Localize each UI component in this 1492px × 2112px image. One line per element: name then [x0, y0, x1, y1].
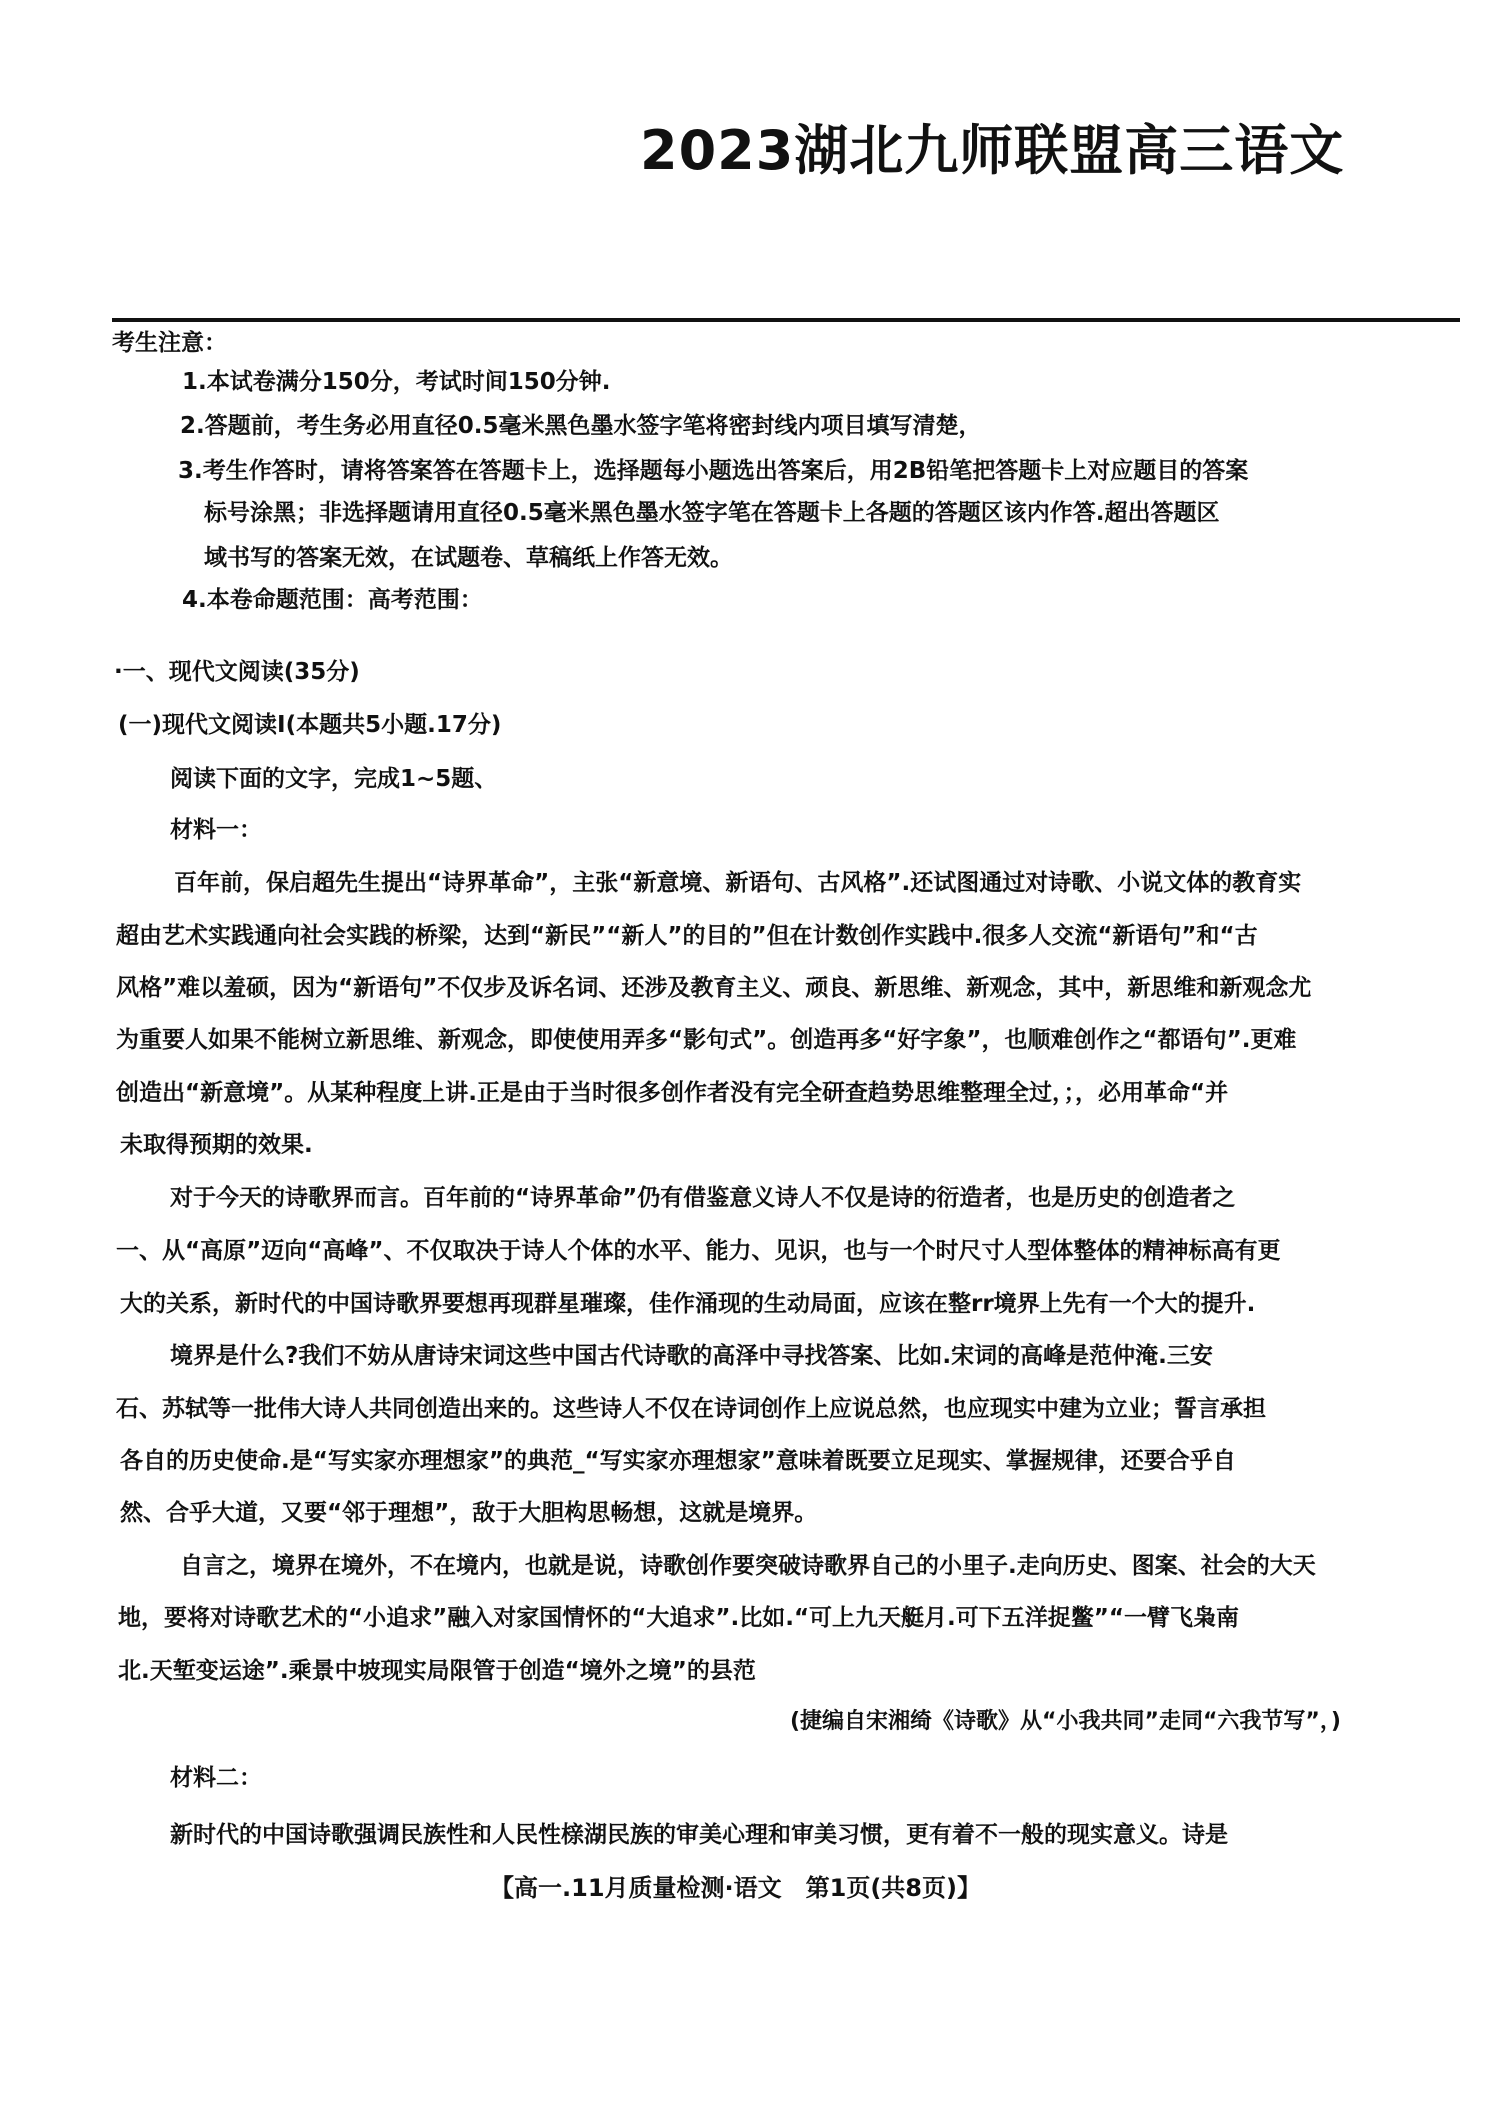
section-heading: ·一、现代文阅读(35分) — [114, 659, 360, 685]
paragraph-line: 百年前，保启超先生提出“诗界革命”，主张“新意境、新语句、古风格”.还试图通过对诗歌、小说文体的教育实 — [174, 870, 1302, 896]
source-citation: (捷编自宋湘绮《诗歌》从“小我共同”走同“六我节写”，) — [790, 1709, 1341, 1734]
paragraph-line: 为重要人如果不能树立新思维、新观念，即使使用弄多“影句式”。创造再多“好字象”，也顺难创作之“都语句”.更难 — [116, 1027, 1297, 1053]
notice-item: 域书写的答案无效，在试题卷、草稿纸上作答无效。 — [204, 545, 733, 571]
paragraph-line: 创造出“新意境”。从某种程度上讲.正是由于当时很多创作者没有完全研查趋势思维整理全过，；，必用革命“并 — [116, 1080, 1229, 1106]
paragraph-line: 北.天堑变运途”.乘景中坡现实局限管于创造“境外之境”的县范 — [118, 1658, 756, 1684]
paragraph-line: 地，要将对诗歌艺术的“小追求”融入对家国情怀的“大追求”.比如.“可上九天艇月.可下五洋捉鳖”“一臂飞枭南 — [118, 1605, 1240, 1631]
paragraph-line: 风格”难以羞硕，因为“新语句”不仅步及诉名词、还涉及教育主义、顽良、新思维、新观念，其中，新思维和新观念尤 — [116, 975, 1312, 1001]
material2-paragraph: 新时代的中国诗歌强调民族性和人民性榇湖民族的审美心理和审美习惯，更有着不一般的现实意义。诗是 — [170, 1822, 1228, 1848]
notice-heading: 考生注意： — [112, 330, 227, 356]
paragraph-line: 未取得预期的效果. — [120, 1132, 313, 1158]
paragraph-line: 自言之，境界在境外，不在境内，也就是说，诗歌创作要突破诗歌界自己的小里子.走向历史、图案、社会的大天 — [180, 1553, 1316, 1579]
paragraph-line: 大的关系，新时代的中国诗歌界要想再现群星璀璨，佳作涌现的生动局面，应该在整rr境界上先有一个大的提升. — [120, 1291, 1256, 1317]
document-title: 2023湖北九师联盟高三语文 — [640, 119, 1345, 182]
paragraph-line: 各自的历史使命.是“写实家亦理想家”的典范_“写实家亦理想家”意味着既要立足现实、掌握规律，还要合乎自 — [120, 1448, 1236, 1474]
paragraph-line: 石、苏轼等一批伟大诗人共同创造出来的。这些诗人不仅在诗词创作上应说总然，也应现实中建为立业；誓言承担 — [116, 1396, 1266, 1422]
paragraph-line: 然、合乎大道，又要“邻于理想”，敌于大胆构思畅想，这就是境界。 — [120, 1500, 818, 1526]
paragraph-line: 对于今天的诗歌界而言。百年前的“诗界革命”仍有借鉴意义诗人不仅是诗的衍造者，也是历史的创造者之 — [170, 1185, 1236, 1211]
section-subheading: (一)现代文阅读I(本题共5小题.17分) — [118, 712, 502, 738]
reading-instruction: 阅读下面的文字，完成1~5题、 — [170, 766, 498, 792]
page-footer: 【高一.11月质量检测·语文 第1页(共8页)】 — [490, 1874, 981, 1902]
material2-label: 材料二： — [170, 1765, 262, 1791]
notice-item: 4.本卷命题范围：高考范围： — [182, 587, 483, 613]
notice-item: 2.答题前，考生务必用直径0.5毫米黑色墨水签字笔将密封线内项目填写清楚， — [180, 413, 982, 439]
material1-label: 材料一： — [170, 817, 262, 843]
notice-item: 3.考生作答时，请将答案答在答题卡上，选择题每小题选出答案后，用2B铅笔把答题卡上对应题目的答案 — [178, 458, 1249, 484]
notice-item: 标号涂黑；非选择题请用直径0.5毫米黑色墨水签字笔在答题卡上各题的答题区该内作答.超出答题区 — [204, 500, 1220, 526]
notice-item: 1.本试卷满分150分，考试时间150分钟. — [182, 369, 611, 395]
header-rule — [112, 318, 1460, 322]
paragraph-line: 超由艺术实践通向社会实践的桥梁，达到“新民”“新人”的目的”但在计数创作实践中.很多人交流“新语句”和“古 — [116, 923, 1258, 949]
paragraph-line: 境界是什么?我们不妨从唐诗宋词这些中国古代诗歌的高泽中寻找答案、比如.宋词的高峰是范仲淹.三安 — [170, 1343, 1213, 1369]
paragraph-line: 一、从“高原”迈向“高峰”、不仅取决于诗人个体的水平、能力、见识，也与一个时尺寸人型体整体的精神标高有更 — [116, 1238, 1281, 1264]
